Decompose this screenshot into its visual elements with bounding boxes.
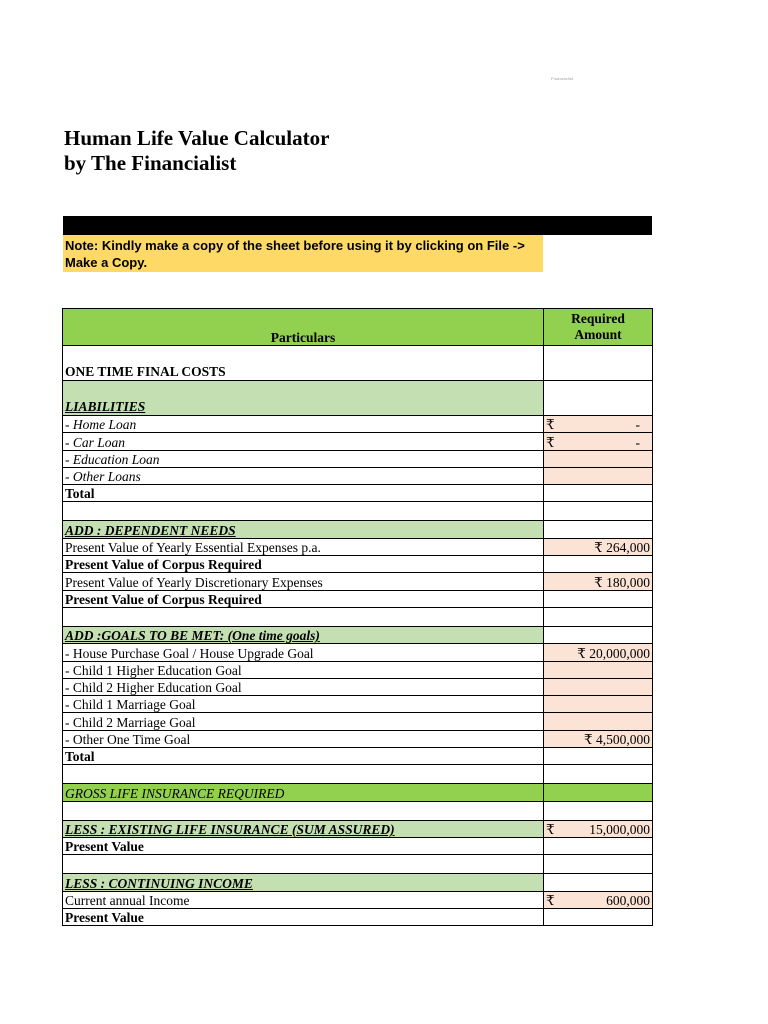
goals-heading: ADD :GOALS TO BE MET: (One time goals) — [63, 626, 544, 643]
brand-logo: Financialist — [551, 76, 574, 81]
table-row — [63, 573, 653, 590]
table-row — [63, 556, 653, 573]
gross-insurance-amount[interactable] — [544, 784, 653, 801]
child1-education-amount[interactable] — [544, 661, 653, 678]
table-row — [63, 784, 653, 801]
continuing-income-pv-amount[interactable] — [544, 908, 653, 925]
amount-cell[interactable] — [544, 626, 653, 643]
amount-cell[interactable] — [544, 381, 653, 416]
child1-marriage-label: - Child 1 Marriage Goal — [63, 696, 544, 713]
table-row — [63, 416, 653, 433]
title-line-1: Human Life Value Calculator — [64, 126, 330, 150]
goals-total-label: Total — [63, 748, 544, 765]
education-loan-amount[interactable] — [544, 450, 653, 467]
empty-cell[interactable] — [544, 765, 653, 784]
title-line-2: by The Financialist — [64, 151, 237, 175]
table-row — [63, 607, 653, 626]
rupee-symbol: ₹ — [546, 417, 555, 433]
empty-cell — [63, 855, 544, 874]
discretionary-expenses-amount[interactable]: ₹ 180,000 — [544, 573, 653, 590]
child1-marriage-amount[interactable] — [544, 696, 653, 713]
empty-cell[interactable] — [544, 855, 653, 874]
continuing-income-heading: LESS : CONTINUING INCOME — [63, 874, 544, 891]
table-row — [63, 730, 653, 747]
table-row — [63, 590, 653, 607]
liabilities-total-amount[interactable] — [544, 485, 653, 502]
empty-cell[interactable] — [544, 502, 653, 521]
house-goal-label: - House Purchase Goal / House Upgrade Goal — [63, 644, 544, 661]
table-row — [63, 450, 653, 467]
corpus-required-amount-2[interactable] — [544, 590, 653, 607]
table-row — [63, 874, 653, 891]
table-row — [63, 521, 653, 538]
existing-insurance-pv-amount[interactable] — [544, 837, 653, 854]
existing-insurance-amount[interactable] — [544, 820, 653, 837]
header-required-amount — [544, 309, 653, 346]
corpus-required-label-1: Present Value of Corpus Required — [63, 556, 544, 573]
table-row — [63, 837, 653, 854]
table-row — [63, 626, 653, 643]
other-loans-label: - Other Loans — [63, 467, 544, 484]
copy-note: Note: Kindly make a copy of the sheet before using it by clicking on File -> Make a Copy. — [63, 235, 543, 272]
table-header-row — [63, 309, 653, 346]
amount-cell[interactable] — [544, 521, 653, 538]
table-row — [63, 644, 653, 661]
table-row — [63, 346, 653, 381]
table-row — [63, 661, 653, 678]
table-row — [63, 908, 653, 925]
amount-cell[interactable] — [544, 874, 653, 891]
existing-insurance-value: 15,000,000 — [589, 821, 650, 837]
rupee-symbol: ₹ — [546, 434, 555, 450]
education-loan-label: - Education Loan — [63, 450, 544, 467]
car-loan-value: - — [635, 434, 640, 450]
empty-cell — [63, 801, 544, 820]
corpus-required-label-2: Present Value of Corpus Required — [63, 590, 544, 607]
home-loan-amount[interactable] — [544, 416, 653, 433]
empty-cell — [63, 502, 544, 521]
rupee-symbol: ₹ — [546, 821, 555, 837]
dependent-needs-heading: ADD : DEPENDENT NEEDS — [63, 521, 544, 538]
current-income-value: 600,000 — [606, 892, 650, 908]
table-row — [63, 713, 653, 730]
table-row — [63, 696, 653, 713]
discretionary-expenses-label: Present Value of Yearly Discretionary Expenses — [63, 573, 544, 590]
continuing-income-pv-label: Present Value — [63, 908, 544, 925]
child1-education-label: - Child 1 Higher Education Goal — [63, 661, 544, 678]
child2-marriage-amount[interactable] — [544, 713, 653, 730]
other-loans-amount[interactable] — [544, 467, 653, 484]
essential-expenses-label: Present Value of Yearly Essential Expenses p.a. — [63, 538, 544, 555]
empty-cell — [63, 607, 544, 626]
house-goal-amount[interactable]: ₹ 20,000,000 — [544, 644, 653, 661]
gross-insurance-label: GROSS LIFE INSURANCE REQUIRED — [63, 784, 544, 801]
table-row — [63, 485, 653, 502]
header-particulars: Particulars — [63, 309, 544, 346]
table-row — [63, 433, 653, 450]
car-loan-amount[interactable] — [544, 433, 653, 450]
one-time-final-costs-label: ONE TIME FINAL COSTS — [63, 346, 544, 381]
table-row — [63, 678, 653, 695]
table-row — [63, 855, 653, 874]
table-row — [63, 765, 653, 784]
hlv-calculator-table — [62, 308, 653, 926]
current-income-label: Current annual Income — [63, 891, 544, 908]
existing-insurance-heading: LESS : EXISTING LIFE INSURANCE (SUM ASSURED) — [63, 820, 544, 837]
liabilities-total-label: Total — [63, 485, 544, 502]
table-row — [63, 381, 653, 416]
table-row — [63, 820, 653, 837]
amount-cell[interactable] — [544, 346, 653, 381]
header-black-bar — [63, 216, 652, 235]
table-row — [63, 801, 653, 820]
child2-education-amount[interactable] — [544, 678, 653, 695]
header-amount-line2: Amount — [574, 327, 622, 342]
rupee-symbol: ₹ — [546, 892, 555, 908]
header-amount-line1: Required — [571, 311, 625, 326]
table-row — [63, 502, 653, 521]
corpus-required-amount-1[interactable] — [544, 556, 653, 573]
empty-cell — [63, 765, 544, 784]
other-goal-label: - Other One Time Goal — [63, 730, 544, 747]
empty-cell[interactable] — [544, 607, 653, 626]
home-loan-value: - — [635, 417, 640, 433]
table-row — [63, 467, 653, 484]
table-row — [63, 748, 653, 765]
page-title — [64, 126, 329, 176]
liabilities-heading: LIABILITIES — [63, 381, 544, 416]
other-goal-amount[interactable]: ₹ 4,500,000 — [544, 730, 653, 747]
goals-total-amount[interactable] — [544, 748, 653, 765]
existing-insurance-pv-label: Present Value — [63, 837, 544, 854]
car-loan-label: - Car Loan — [63, 433, 544, 450]
current-income-amount[interactable] — [544, 891, 653, 908]
home-loan-label: - Home Loan — [63, 416, 544, 433]
child2-education-label: - Child 2 Higher Education Goal — [63, 678, 544, 695]
table-row — [63, 891, 653, 908]
empty-cell[interactable] — [544, 801, 653, 820]
child2-marriage-label: - Child 2 Marriage Goal — [63, 713, 544, 730]
essential-expenses-amount[interactable]: ₹ 264,000 — [544, 538, 653, 555]
table-row — [63, 538, 653, 555]
